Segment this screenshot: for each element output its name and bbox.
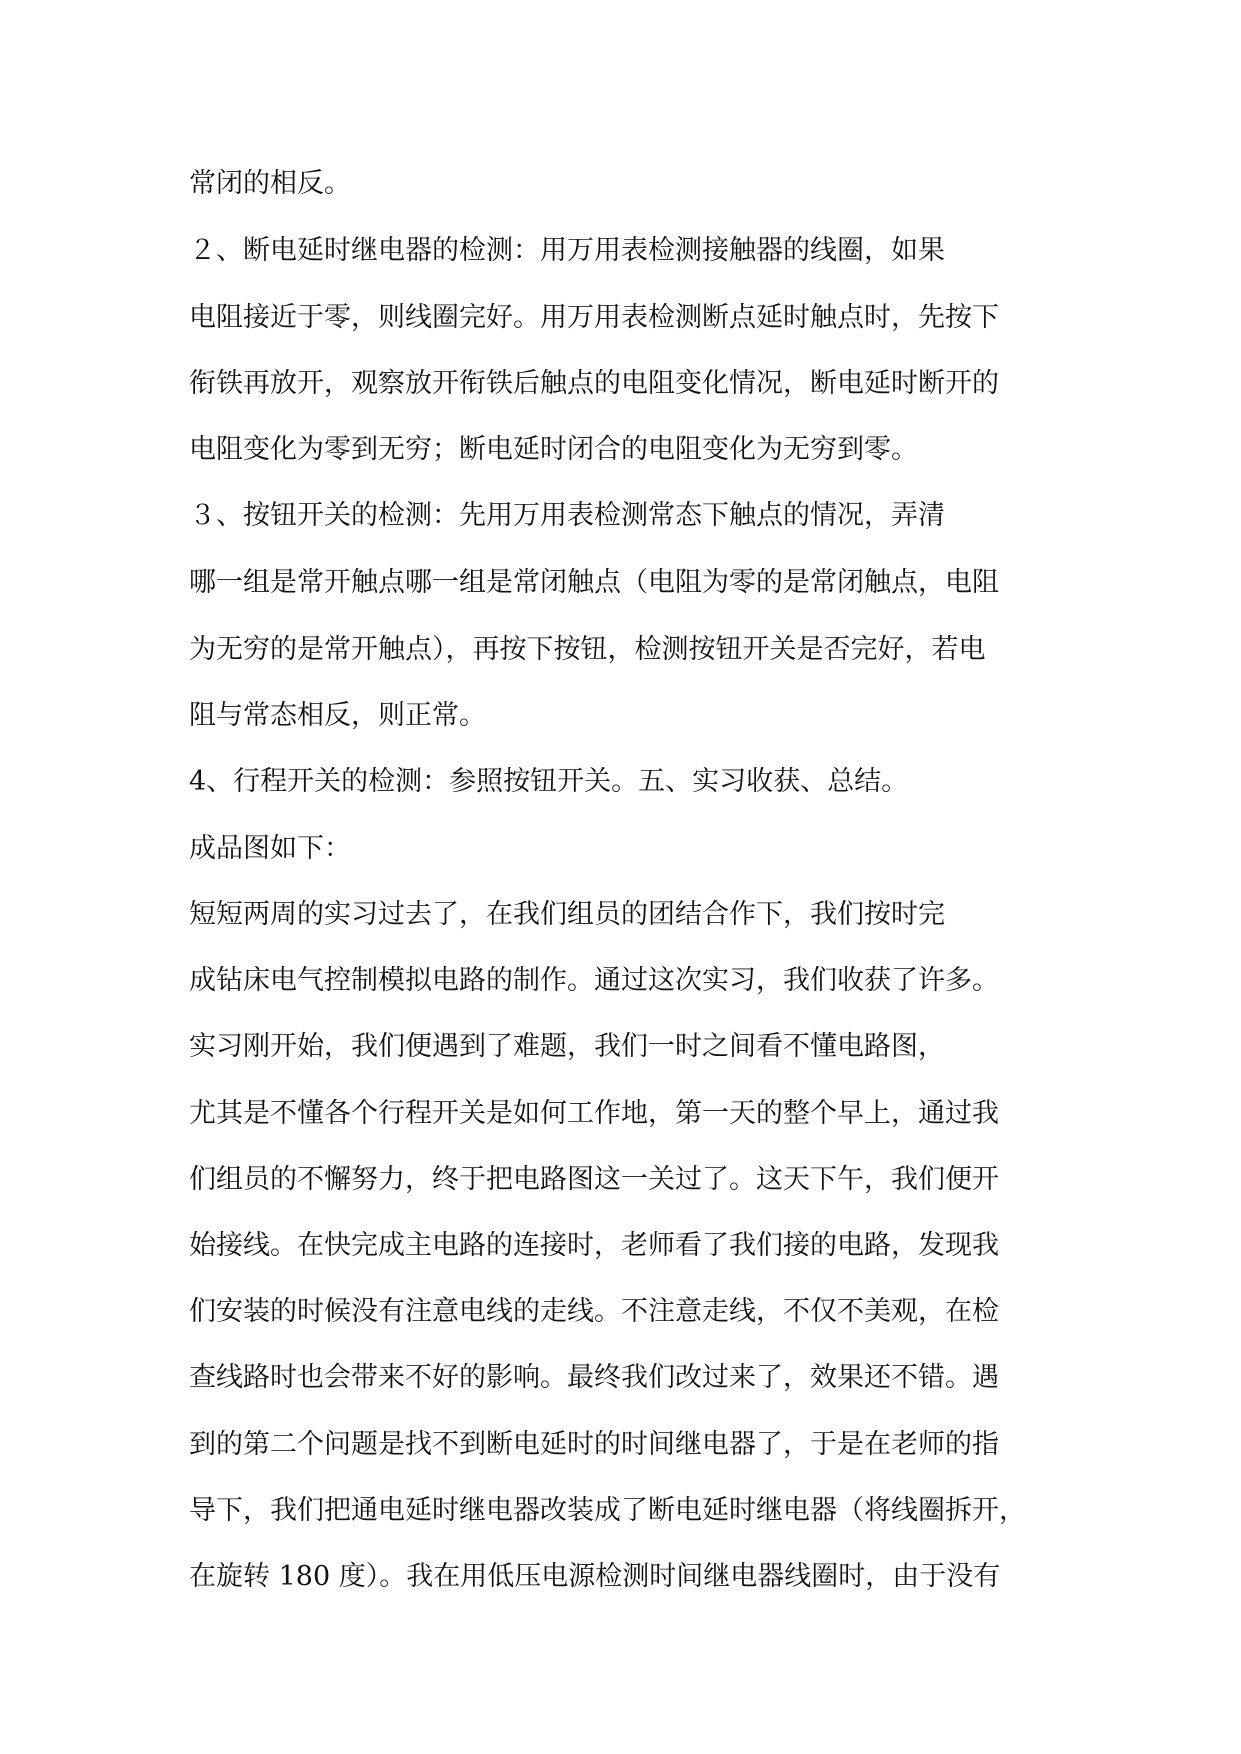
text-line: 4、行程开关的检测：参照按钮开关。五、实习收获、总结。 — [189, 766, 909, 797]
text-line: 导下，我们把通电延时继电器改装成了断电延时继电器（将线圈拆开， — [189, 1495, 1026, 1526]
text-line: 电阻接近于零，则线圈完好。用万用表检测断点延时触点时，先按下 — [189, 302, 999, 333]
text-line: 成钻床电气控制模拟电路的制作。通过这次实习，我们收获了许多。 — [189, 965, 999, 996]
text-line: ３、按钮开关的检测：先用万用表检测常态下触点的情况，弄清 — [189, 500, 945, 531]
text-line: 在旋转 180 度）。我在用低压电源检测时间继电器线圈时，由于没有 — [189, 1561, 1001, 1592]
text-line: 阻与常态相反，则正常。 — [189, 700, 486, 731]
text-line: 查线路时也会带来不好的影响。最终我们改过来了，效果还不错。遇 — [189, 1362, 999, 1393]
text-line: 们组员的不懈努力，终于把电路图这一关过了。这天下午，我们便开 — [189, 1164, 999, 1195]
text-line: 为无穷的是常开触点），再按下按钮，检测按钮开关是否完好，若电 — [189, 634, 986, 665]
text-line: 始接线。在快完成主电路的连接时，老师看了我们接的电路，发现我 — [189, 1230, 999, 1261]
text-line: 哪一组是常开触点哪一组是常闭触点（电阻为零的是常闭触点，电阻 — [189, 567, 999, 598]
text-line: 到的第二个问题是找不到断电延时的时间继电器了，于是在老师的指 — [189, 1429, 999, 1460]
text-line: 们安装的时候没有注意电线的走线。不注意走线，不仅不美观，在检 — [189, 1296, 999, 1327]
text-line: ２、断电延时继电器的检测：用万用表检测接触器的线圈，如果 — [189, 235, 945, 266]
text-line: 衔铁再放开，观察放开衔铁后触点的电阻变化情况，断电延时断开的 — [189, 368, 999, 399]
text-line: 尤其是不懂各个行程开关是如何工作地，第一天的整个早上，通过我 — [189, 1098, 999, 1129]
text-line: 实习刚开始，我们便遇到了难题，我们一时之间看不懂电路图， — [189, 1031, 945, 1062]
text-line: 常闭的相反。 — [189, 168, 351, 199]
text-line: 短短两周的实习过去了，在我们组员的团结合作下，我们按时完 — [189, 899, 945, 930]
text-line: 电阻变化为零到无穷；断电延时闭合的电阻变化为无穷到零。 — [189, 434, 918, 465]
text-line: 成品图如下： — [189, 833, 351, 864]
